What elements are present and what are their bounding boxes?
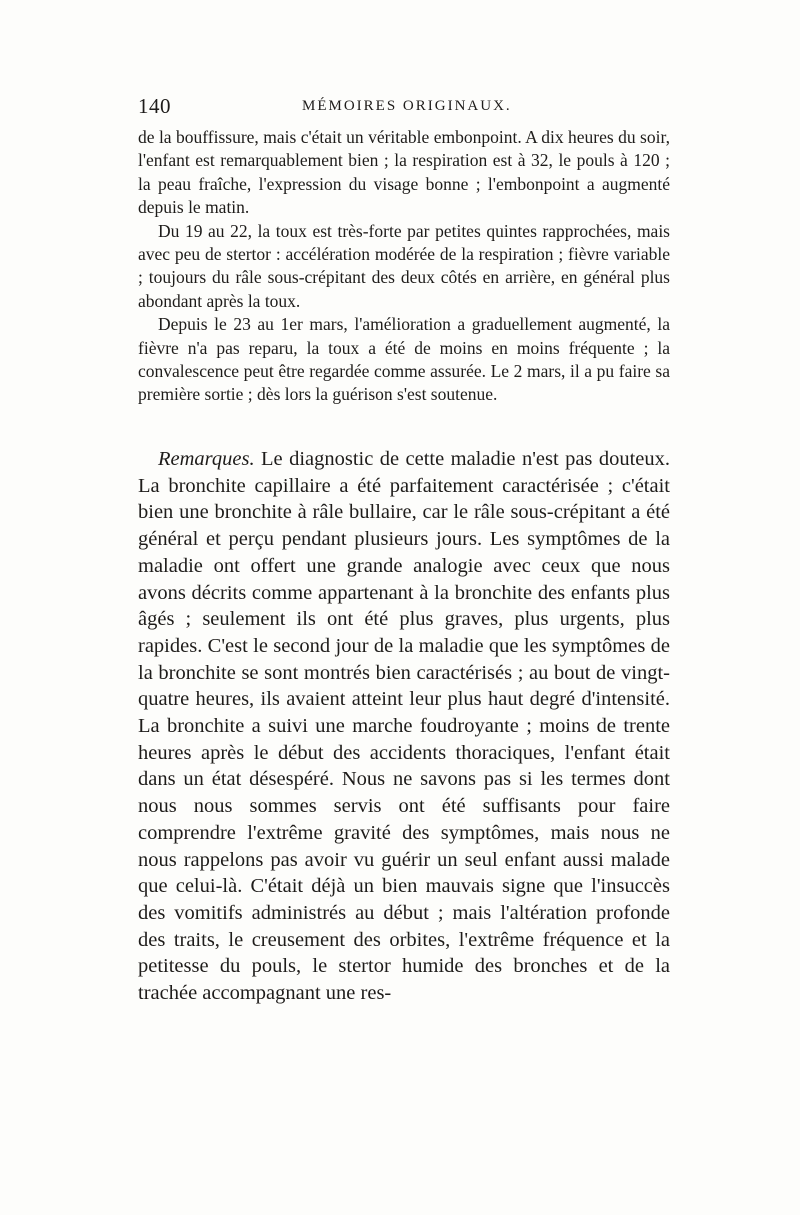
page-header — [138, 94, 678, 124]
remarks-paragraph — [138, 446, 670, 1007]
observation-paragraph-3: Depuis le 23 au 1er mars, l'amélioration a graduellement augmenté, la fièvre n'a pas reparu, la toux a été de moins en moins fréquente ; la convalescence peut être regardée comme assurée. Le 2 mars, il a pu faire sa première sortie ; dès lors la guérison s'est soutenue. — [138, 314, 670, 405]
page-number: 140 — [138, 94, 171, 118]
remarks-body: Le diagnostic de cette maladie n'est pas douteux. La bronchite capillaire a été parfaitement caractérisée ; c'était bien une bronchite à râle bullaire, car le râle sous-crépitant a été général et perçu pendant plusieurs jours. Les symptômes de la maladie ont offert une grande analogie avec ceux que nous avons décrits comme appartenant à la bronchite des enfants plus âgés ; seulement ils ont été plus graves, plus urgents, plus rapides. C'est le second jour de la maladie que les symptômes de la bronchite se sont montrés bien caractérisés ; au bout de vingt-quatre heures, ils avaient atteint leur plus haut degré d'intensité. La bronchite a suivi une marche foudroyante ; moins de trente heures après le début des accidents thoraciques, l'enfant était dans un état désespéré. Nous ne savons pas si les termes dont nous nous sommes servis ont été suffisants pour faire comprendre l'extrême gravité des symptômes, mais nous ne nous rappelons pas avoir vu guérir un seul enfant aussi malade que celui-là. C'était déjà un bien mauvais signe que l'insuccès des vomitifs administrés au début ; mais l'altération profonde des traits, le creusement des orbites, l'extrême fréquence et la petitesse du pouls, le stertor humide des bronches et de la trachée accompagnant une res- — [138, 448, 670, 1005]
observation-paragraph-1: de la bouffissure, mais c'était un véritable embonpoint. A dix heures du soir, l'enfant est remarquablement bien ; la respiration est à 32, le pouls à 120 ; la peau fraîche, l'expression du visage bonne ; l'embonpoint a augmenté depuis le matin. — [138, 127, 670, 218]
running-title: MÉMOIRES ORIGINAUX. — [302, 98, 512, 114]
remarks-heading: Remarques. — [158, 448, 255, 470]
observation-paragraph-2: Du 19 au 22, la toux est très-forte par petites quintes rapprochées, mais avec peu de stertor : accélération modérée de la respiration ; fièvre variable ; toujours du râle sous-crépitant des deux côtés en arrière, en général plus abondant après la toux. — [138, 220, 670, 311]
observation-section — [138, 126, 670, 407]
remarks-section — [138, 446, 670, 1007]
